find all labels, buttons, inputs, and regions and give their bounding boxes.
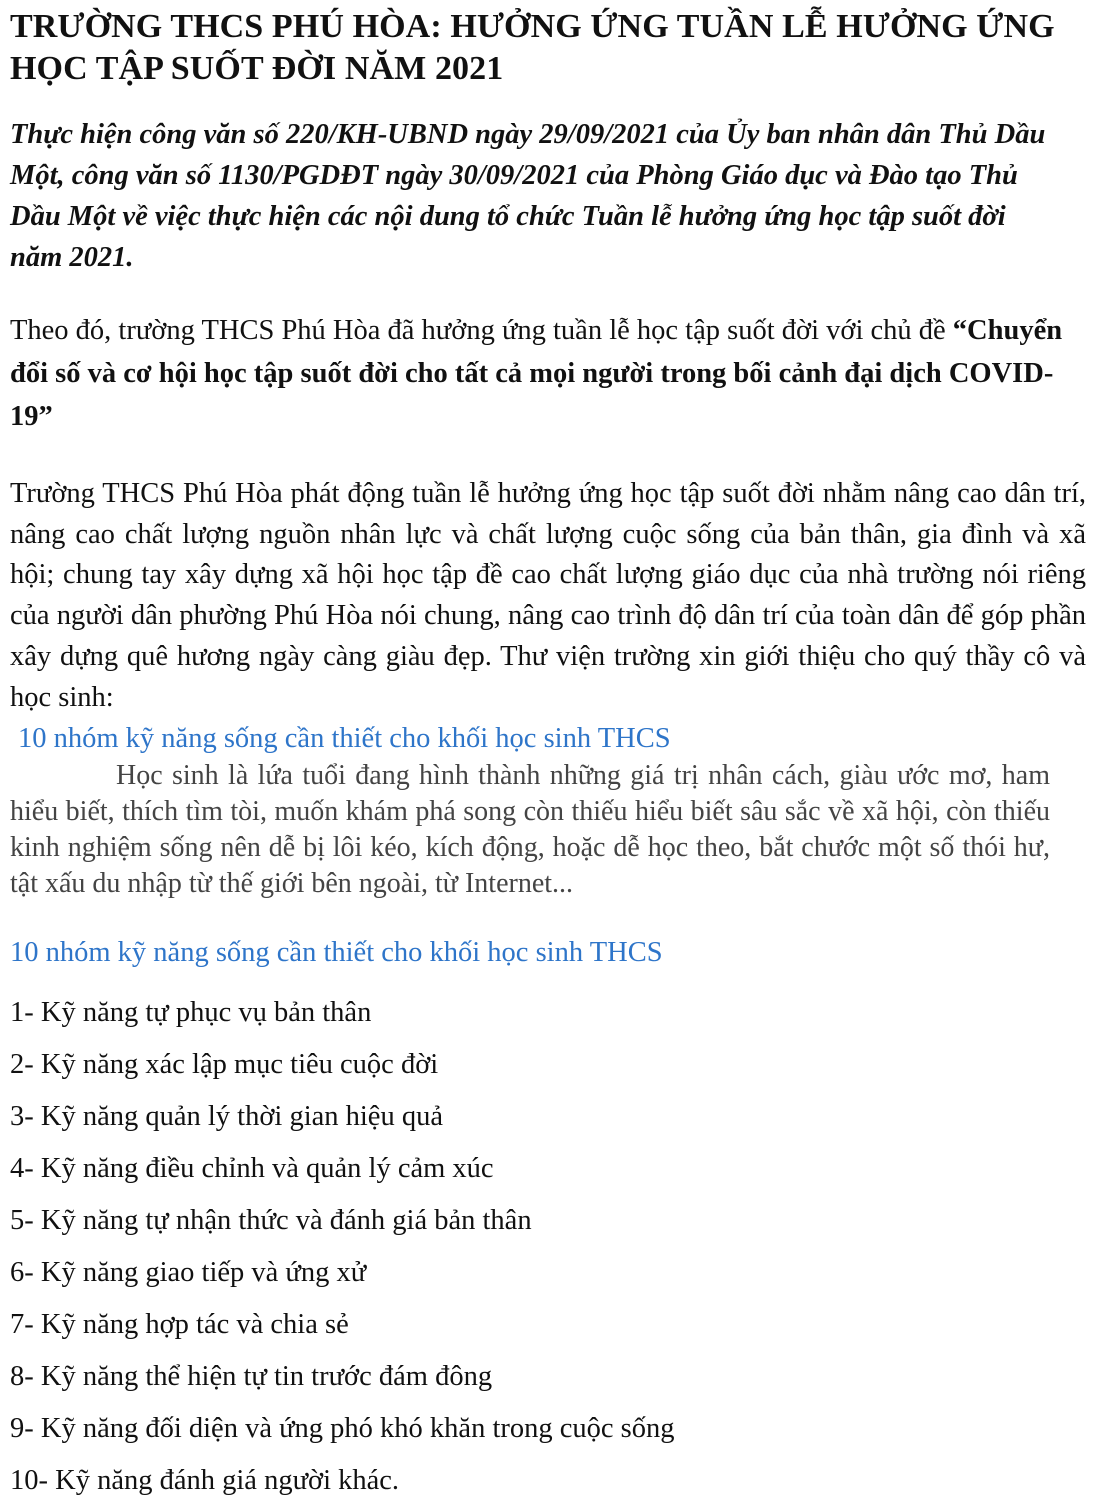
list-item: 1- Kỹ năng tự phục vụ bản thân (10, 997, 372, 1028)
intro-paragraph: Thực hiện công văn số 220/KH-UBND ngày 29/09/2021 của Ủy ban nhân dân Thủ Dầu Một, công văn số 1130/PGDĐT ngày 30/09/2021 của Phòng Giáo dục và Đào tạo Thủ Dầu Một về việc thực hiện các nội dung tổ chức Tuần lễ hưởng ứng học tập suốt đời năm 2021. (10, 119, 1046, 273)
life-skills-link[interactable]: 10 nhóm kỹ năng sống cần thiết cho khối học sinh THCS (18, 723, 671, 754)
list-item: 10- Kỹ năng đánh giá người khác. (10, 1465, 400, 1496)
theme-title: “Chuyển đổi số và cơ hội học tập suốt đời cho tất cả mọi người trong bối cảnh đại dịch COVID-19” (10, 315, 1063, 432)
list-item: 5- Kỹ năng tự nhận thức và đánh giá bản thân (10, 1205, 532, 1236)
list-item: 8- Kỹ năng thể hiện tự tin trước đám đông (10, 1361, 493, 1392)
skills-list (10, 987, 675, 1507)
list-item: 3- Kỹ năng quản lý thời gian hiệu quả (10, 1101, 443, 1132)
list-item: 4- Kỹ năng điều chỉnh và quản lý cảm xúc (10, 1153, 494, 1184)
list-item: 6- Kỹ năng giao tiếp và ứng xử (10, 1257, 367, 1288)
list-item: 9- Kỹ năng đối diện và ứng phó khó khăn trong cuộc sống (10, 1413, 675, 1444)
life-skills-heading-link[interactable]: 10 nhóm kỹ năng sống cần thiết cho khối học sinh THCS (10, 937, 663, 968)
list-item: 7- Kỹ năng hợp tác và chia sẻ (10, 1309, 349, 1340)
document-title: TRƯỜNG THCS PHÚ HÒA: HƯỞNG ỨNG TUẦN LỄ HƯỞNG ỨNG HỌC TẬP SUỐT ĐỜI NĂM 2021 (10, 8, 1055, 87)
students-paragraph: Học sinh là lứa tuổi đang hình thành những giá trị nhân cách, giàu ước mơ, ham hiểu biết, thích tìm tòi, muốn khám phá song còn thiếu hiểu biết sâu sắc về xã hội, còn thiếu kinh nghiệm sống nên dễ bị lôi kéo, kích động, hoặc dễ học theo, bắt chước một số thói hư, tật xấu du nhập từ thế giới bên ngoài, từ Internet... (10, 760, 1050, 899)
theme-paragraph (10, 309, 1086, 438)
list-item: 2- Kỹ năng xác lập mục tiêu cuộc đời (10, 1049, 439, 1080)
campaign-paragraph: Trường THCS Phú Hòa phát động tuần lễ hưởng ứng học tập suốt đời nhằm nâng cao dân trí, nâng cao chất lượng nguồn nhân lực và chất lượng cuộc sống của bản thân, gia đình và xã hội; chung tay xây dựng xã hội học tập đề cao chất lượng giáo dục của nhà trường nói riêng của người dân phường Phú Hòa nói chung, nâng cao trình độ dân trí của toàn dân để góp phần xây dựng quê hương ngày càng giàu đẹp. Thư viện trường xin giới thiệu cho quý thầy cô và học sinh: (10, 478, 1086, 713)
theme-lead-text: Theo đó, trường THCS Phú Hòa đã hưởng ứng tuần lễ học tập suốt đời với chủ đề (10, 315, 953, 346)
